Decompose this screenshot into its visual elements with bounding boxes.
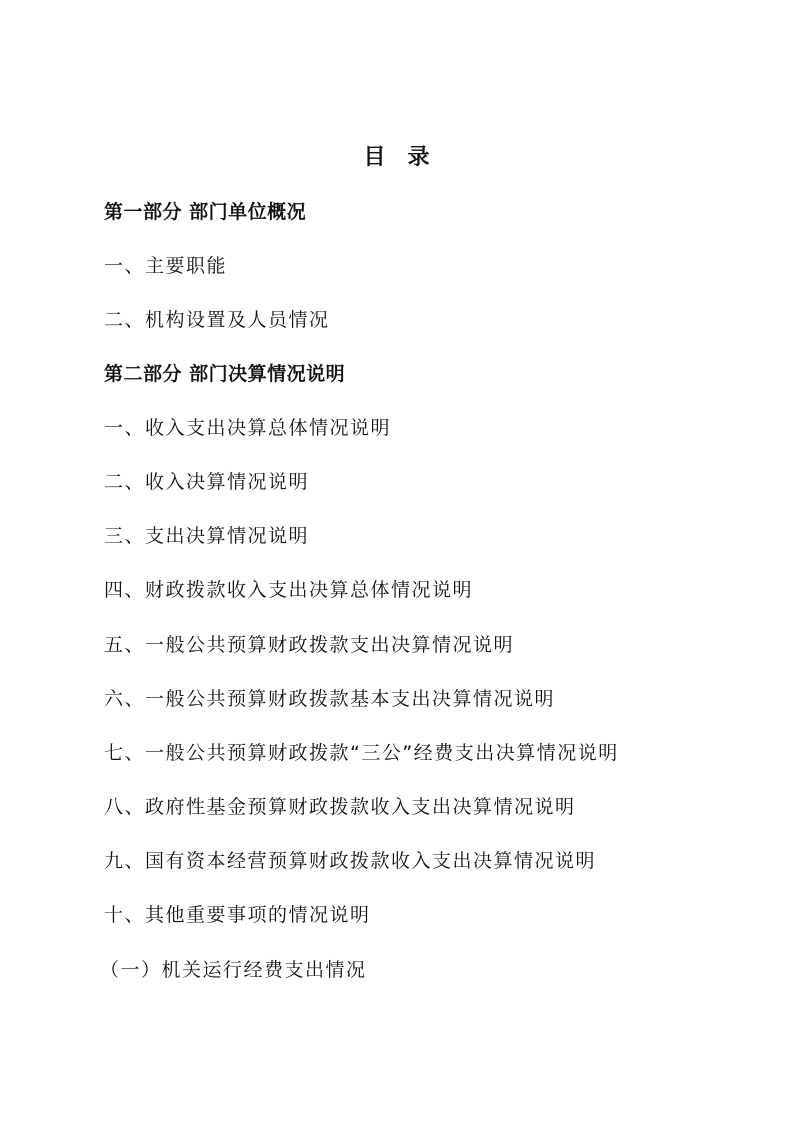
toc-sub-entry: （一）机关运行经费支出情况	[100, 959, 367, 981]
toc-part-2-heading: 第二部分 部门决算情况说明	[104, 363, 346, 385]
toc-entry: 一、主要职能	[104, 255, 228, 277]
toc-entry: 七、一般公共预算财政拨款“三公”经费支出决算情况说明	[104, 742, 619, 764]
toc-entry: 六、一般公共预算财政拨款基本支出决算情况说明	[104, 688, 556, 710]
toc-entry: 三、支出决算情况说明	[104, 525, 310, 547]
toc-entry: 十、其他重要事项的情况说明	[104, 904, 371, 926]
toc-entry: 二、收入决算情况说明	[104, 471, 310, 493]
toc-entry: 五、一般公共预算财政拨款支出决算情况说明	[104, 634, 515, 656]
toc-entry: 四、财政拨款收入支出决算总体情况说明	[104, 579, 474, 601]
toc-entry: 九、国有资本经营预算财政拨款收入支出决算情况说明	[104, 850, 597, 872]
toc-entry: 八、政府性基金预算财政拨款收入支出决算情况说明	[104, 796, 576, 818]
toc-entry: 一、收入支出决算总体情况说明	[104, 417, 392, 439]
page-title	[0, 140, 793, 176]
toc-entry: 二、机构设置及人员情况	[104, 309, 330, 331]
title-char-1: 目	[363, 145, 386, 170]
title-char-2: 录	[407, 145, 430, 170]
toc-part-1-heading: 第一部分 部门单位概况	[104, 201, 307, 223]
